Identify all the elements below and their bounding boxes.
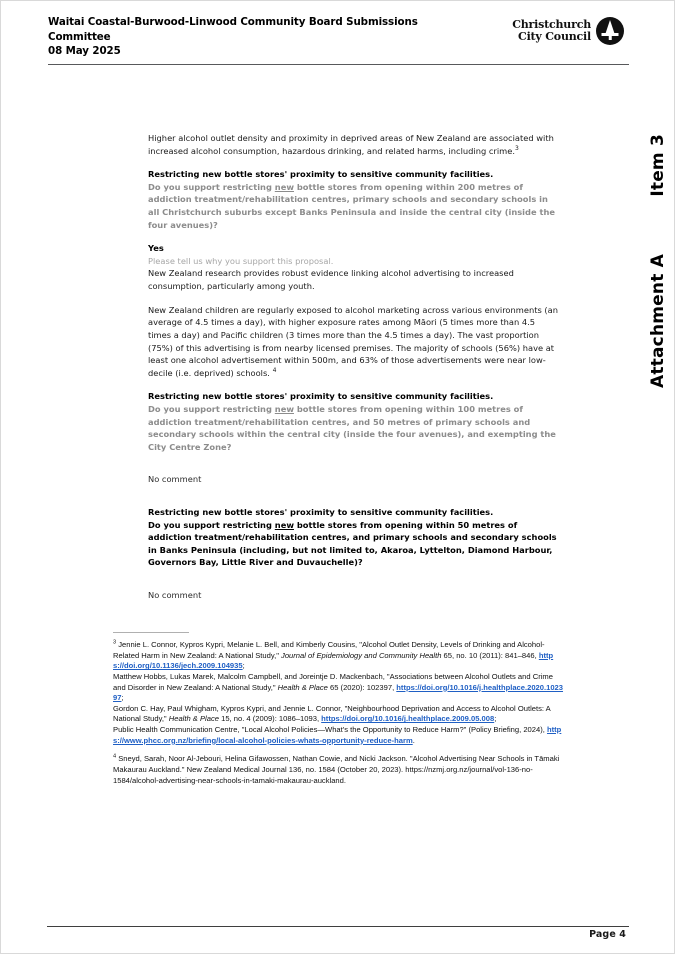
response-footnote-ref: 4: [272, 366, 277, 374]
header-title: [48, 15, 418, 59]
spacer: [148, 580, 559, 589]
question-1-emphasis: new: [274, 181, 294, 192]
question-2-text: [148, 403, 559, 453]
footnote-3c-journal: Health & Place: [168, 714, 219, 724]
question-1-heading: Restricting new bottle stores' proximity to sensitive community facilities.: [148, 169, 494, 180]
footnotes-section: [113, 640, 563, 786]
question-2-text-pre: Do you support restricting: [148, 403, 275, 414]
footnote-3c-pre: Gordon C. Hay, Paul Whigham, Kypros Kypri, and Jennie L. Connor, "Neighbourhood Deprivation and Access to Alcohol Outlets: A National Study,": [113, 703, 551, 724]
question-1-hint: Please tell us why you support this proposal.: [148, 255, 334, 266]
question-3-heading: Restricting new bottle stores' proximity to sensitive community facilities.: [148, 507, 494, 518]
footnote-3b-pre: Matthew Hobbs, Lukas Marek, Malcolm Campbell, and Joreintje D. Mackenbach, "Associations between Alcohol Outlets and Crime and Disorder in New Zealand: A National Study,": [113, 671, 553, 692]
footnote-3c-post: 15, no. 4 (2009): 1086–1093,: [218, 714, 322, 724]
page-number: Page 4: [589, 929, 626, 940]
header-date: 08 May 2025: [48, 45, 121, 58]
footnote-3d-link[interactable]: https://www.phcc.org.nz/briefing/local-alcohol-policies-whats-opportunity-reduce-harm: [113, 725, 562, 745]
intro-footnote-ref: 3: [514, 144, 519, 152]
footnote-3d-pre: Public Health Communication Centre, "Local Alcohol Policies—What's the Opportunity to Reduce Harm?" (Policy Briefing, 2024),: [113, 725, 547, 734]
spacer: [148, 464, 559, 473]
emblem-stem-shape: [609, 30, 612, 40]
footnote-4: [113, 754, 563, 786]
council-emblem-icon: [596, 17, 624, 45]
side-tab-attachment: Attachment A: [648, 254, 668, 389]
page-header: [48, 15, 629, 59]
question-3-text: [148, 519, 559, 569]
question-1-response-paragraph-2-text: New Zealand children are regularly exposed to alcohol marketing across various environments (an average of 4.5 times a day), with higher exposure rates among Māori (5 times more than 4.5 times a day) and Pacific children (3 times more than the 4.5 times a day). The vast proportion (75%) of this advertising is from nearby licensed premises. The majority of schools (56%) have at least one alcohol advertisement within 500m, and 63% of those advertisements were near low-decile (i.e. deprived) schools.: [148, 304, 558, 378]
council-logo: [512, 17, 624, 45]
header-divider: [48, 64, 629, 65]
footnote-3c-end: ;: [494, 714, 497, 724]
intro-paragraph-text: Higher alcohol outlet density and proximity in deprived areas of New Zealand are associated with increased alcohol consumption, hazardous drinking, and related harms, including crime.: [148, 133, 554, 156]
question-2-answer: No comment: [148, 474, 202, 485]
footnote-3b-end: ;: [121, 693, 124, 703]
footnote-3d-end: .: [412, 735, 415, 745]
council-logo-text: [512, 19, 591, 44]
council-logo-line1: Christchurch: [512, 17, 591, 31]
side-tab-item: Item 3: [648, 134, 668, 197]
question-3-emphasis: new: [274, 519, 294, 530]
spacer: [148, 497, 559, 506]
footnote-separator: [113, 632, 189, 633]
footnote-3b-post: 65 (2020): 102397,: [327, 682, 397, 692]
footnote-3-entry-b: [113, 672, 563, 704]
footer-divider: [47, 926, 629, 927]
footnote-3b-link[interactable]: https://doi.org/10.1016/j.healthplace.2020.102397: [113, 682, 564, 703]
question-3-answer: No comment: [148, 590, 202, 601]
question-1-answer: Yes: [148, 243, 164, 254]
footnote-3a-link[interactable]: https://doi.org/10.1136/jech.2009.104935: [113, 650, 554, 671]
header-title-line2: Committee: [48, 30, 111, 43]
question-1-text-post: bottle stores from opening within 200 metres of addiction treatment/rehabilitation centres, primary schools and secondary schools in all Christchurch suburbs except Banks Peninsula and inside the central city (inside the four avenues)?: [148, 181, 555, 230]
council-logo-line2: City Council: [518, 30, 591, 43]
question-2-text-post: bottle stores from opening within 100 metres of addiction treatment/rehabilitation centres, and 50 metres of primary schools and secondary schools within the central city (inside the four avenues), and exempting the City Centre Zone?: [148, 403, 556, 452]
question-1-text: [148, 181, 559, 231]
question-2-heading: Restricting new bottle stores' proximity to sensitive community facilities.: [148, 391, 494, 402]
footnote-4-entry: [113, 754, 563, 786]
footnote-3a-end: ;: [242, 661, 245, 671]
question-3-text-post: bottle stores from opening within 50 metres of addiction treatment/rehabilitation centres, and primary schools and secondary schools in Banks Peninsula (including, but not limited to, Akaroa, Lyttelton, Diamond Harbour, Governors Bay, Little River and Duvauchelle)?: [148, 519, 557, 568]
footnote-4-marker: 4: [113, 753, 117, 760]
footnote-3-entry-a: [113, 640, 563, 672]
question-1-response-paragraph-1: New Zealand research provides robust evidence linking alcohol advertising to increased consumption, particularly among youth.: [148, 268, 514, 292]
question-2-emphasis: new: [274, 403, 294, 414]
footnote-3-marker: 3: [113, 639, 117, 646]
document-body: [148, 132, 559, 613]
header-title-line1: Waitai Coastal-Burwood-Linwood Community Board Submissions: [48, 16, 418, 28]
footnote-3a-pre: Jennie L. Connor, Kypros Kypri, Melanie L. Bell, and Kimberly Cousins, "Alcohol Outlet Density, Levels of Drinking and Alcohol-Related Harm in New Zealand: A National Study,": [113, 640, 545, 660]
footnote-3c-link[interactable]: https://doi.org/10.1016/j.healthplace.2009.05.008: [321, 714, 495, 724]
footnote-3: [113, 640, 563, 746]
footnote-3a-journal: Journal of Epidemiology and Community Health: [281, 650, 442, 660]
question-3-text-pre: Do you support restricting: [148, 519, 275, 530]
question-1-response-paragraph-2: [148, 304, 559, 380]
footnote-3-entry-c: [113, 704, 563, 725]
footnote-3a-post: 65, no. 10 (2011): 841–846,: [441, 650, 539, 660]
intro-paragraph: [148, 132, 559, 157]
footnote-3-entry-d: [113, 725, 563, 746]
question-1-text-pre: Do you support restricting: [148, 181, 275, 192]
footnote-3b-journal: Health & Place: [277, 682, 328, 692]
footnote-4-text: Sneyd, Sarah, Noor Al-Jebouri, Helina Gifawossen, Nathan Cowie, and Nicki Jackson. "Alcohol Advertising Near Schools in Tāmaki Makaurau Auckland." New Zealand Medical Journal 136, no. 1584 (October 20, 2023). https://nzmj.org.nz/journal/vol-136-no-1584/alcohol-advertising-near-schools-in-tamaki-makaurau-auckland.: [113, 754, 560, 785]
